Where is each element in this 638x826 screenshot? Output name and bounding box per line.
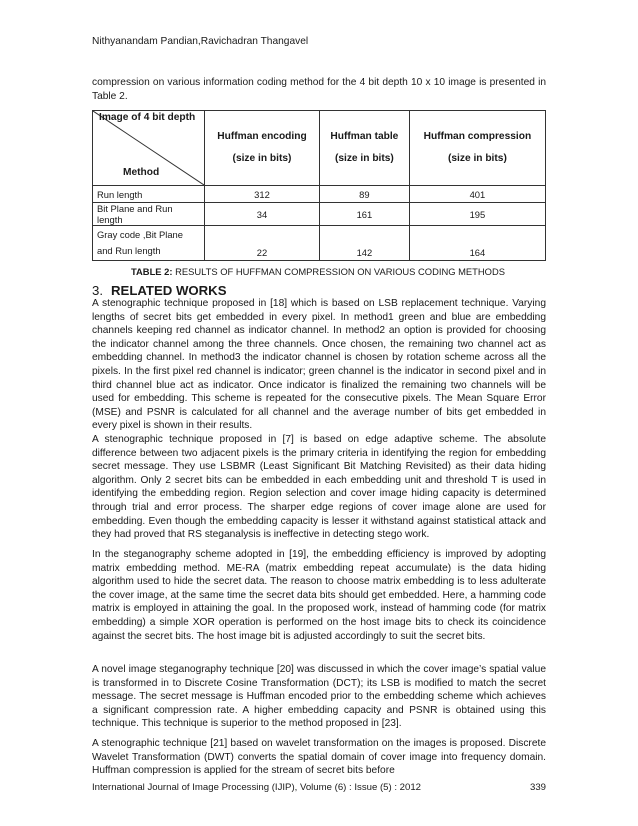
- body-paragraph: A stenographic technique proposed in [7] is based on edge adaptive scheme. The absolute difference between two adjacent pixels is the primary criteria in identifying the region for embedding secret message. They use LSBMR (Least Significant Bit Matching Revisited) as their data hiding algorithm. Only 2 secret bits can be embedded in each embedding unit and threshold T is used in identifying the embedding region. Region selection and cover image hiding capacity is determined through trial and error process. The sharper edge regions of cover image alone are used for embedding. Even though the embedding capacity is lesser it withstand against statistical attack and they had proved that RS steganalysis is ineffective in detecting stego work.: [92, 434, 546, 541]
- table-corner-cell: [93, 111, 205, 186]
- results-table: [92, 110, 546, 261]
- body-paragraph: A novel image steganography technique [20] was discussed in which the cover image’s spatial value is transformed in to Discrete Cosine Transformation (DCT); its LSB is modified to match the secret message. The secret message is Huffman encoded prior to the embedding scheme which achieves a significant compression rate. A higher embedding capacity and PSNR is obtained using this technique. This technique is superior to the method proposed in [23].: [92, 664, 546, 730]
- table-row: [93, 226, 546, 261]
- table-row: [93, 186, 546, 203]
- value-cell: 22: [205, 226, 320, 261]
- running-header: Nithyanandam Pandian,Ravichadran Thangavel: [92, 36, 309, 47]
- page-number: 339: [529, 782, 546, 793]
- body-paragraph: A stenographic technique [21] based on wavelet transformation on the images is proposed. Discrete Wavelet Transformation (DWT) converts the spatial domain of cover image into frequency domain. Huffman compression is applied for the stream of secret bits before: [92, 738, 546, 777]
- method-cell: Bit Plane and Run length: [93, 203, 205, 226]
- table-row: [93, 203, 546, 226]
- value-cell: 161: [319, 203, 409, 226]
- intro-paragraph: compression on various information coding method for the 4 bit depth 10 x 10 image is presented in Table 2.: [92, 77, 546, 102]
- method-cell: Run length: [93, 186, 205, 203]
- value-cell: 164: [409, 226, 545, 261]
- section-heading: 3. RELATED WORKS: [92, 283, 227, 298]
- corner-top-label: Image of 4 bit depth: [99, 112, 196, 123]
- page-footer: [92, 782, 546, 793]
- column-header: Huffman compression (size in bits): [409, 111, 545, 186]
- value-cell: 89: [319, 186, 409, 203]
- journal-citation: International Journal of Image Processing (IJIP), Volume (6) : Issue (5) : 2012: [92, 782, 422, 793]
- corner-bottom-label: Method: [123, 167, 160, 178]
- value-cell: 312: [205, 186, 320, 203]
- value-cell: 401: [409, 186, 545, 203]
- body-paragraph: A stenographic technique proposed in [18] which is based on LSB replacement technique. Varying lengths of secret bits get embedded in every pixel. In method1 green and blue are embedding channels keeping red channel as indicator channel. In method2 an option is provided for choosing the indicator channel among the three channels. Once chosen, the remaining two channel act as embedding channel. In method3 the indicator channel is chosen by rotation scheme across all the pixels. In the first pixel red channel is indicator; green channel is the indicator in second pixel and in third channel blue act as indicator. Once indicator is finalized the remaining two channels will be used for embedding. This scheme is repeated for the consecutive pixels. The Mean Square Error (MSE) and PSNR is calculated for all channel and the average number of bits get embedded in every pixel is shown in their results.: [92, 298, 546, 432]
- value-cell: 195: [409, 203, 545, 226]
- value-cell: 142: [319, 226, 409, 261]
- method-cell: Gray code ,Bit Plane and Run length: [93, 226, 205, 261]
- table-caption: TABLE 2: RESULTS OF HUFFMAN COMPRESSION ON VARIOUS CODING METHODS: [131, 266, 505, 277]
- body-paragraph: In the steganography scheme adopted in [19], the embedding efficiency is improved by adopting matrix embedding method. ME-RA (matrix embedding repeat accumulate) is the data hiding algorithm used to hide the secret data. The reason to choose matrix embedding is to less adulterate the cover image, at the same time the secret data bits should get embedded. Here, a hamming code matrix is employed in attaining the goal. In the proposed work, instead of hamming code (for matrix embedding) a simple XOR operation is performed on the host image bits to check its coincidence against the secret bits. The host image bit is adjusted accordingly to suit the secret bits.: [92, 549, 546, 642]
- column-header: Huffman table (size in bits): [319, 111, 409, 186]
- value-cell: 34: [205, 203, 320, 226]
- column-header: Huffman encoding (size in bits): [205, 111, 320, 186]
